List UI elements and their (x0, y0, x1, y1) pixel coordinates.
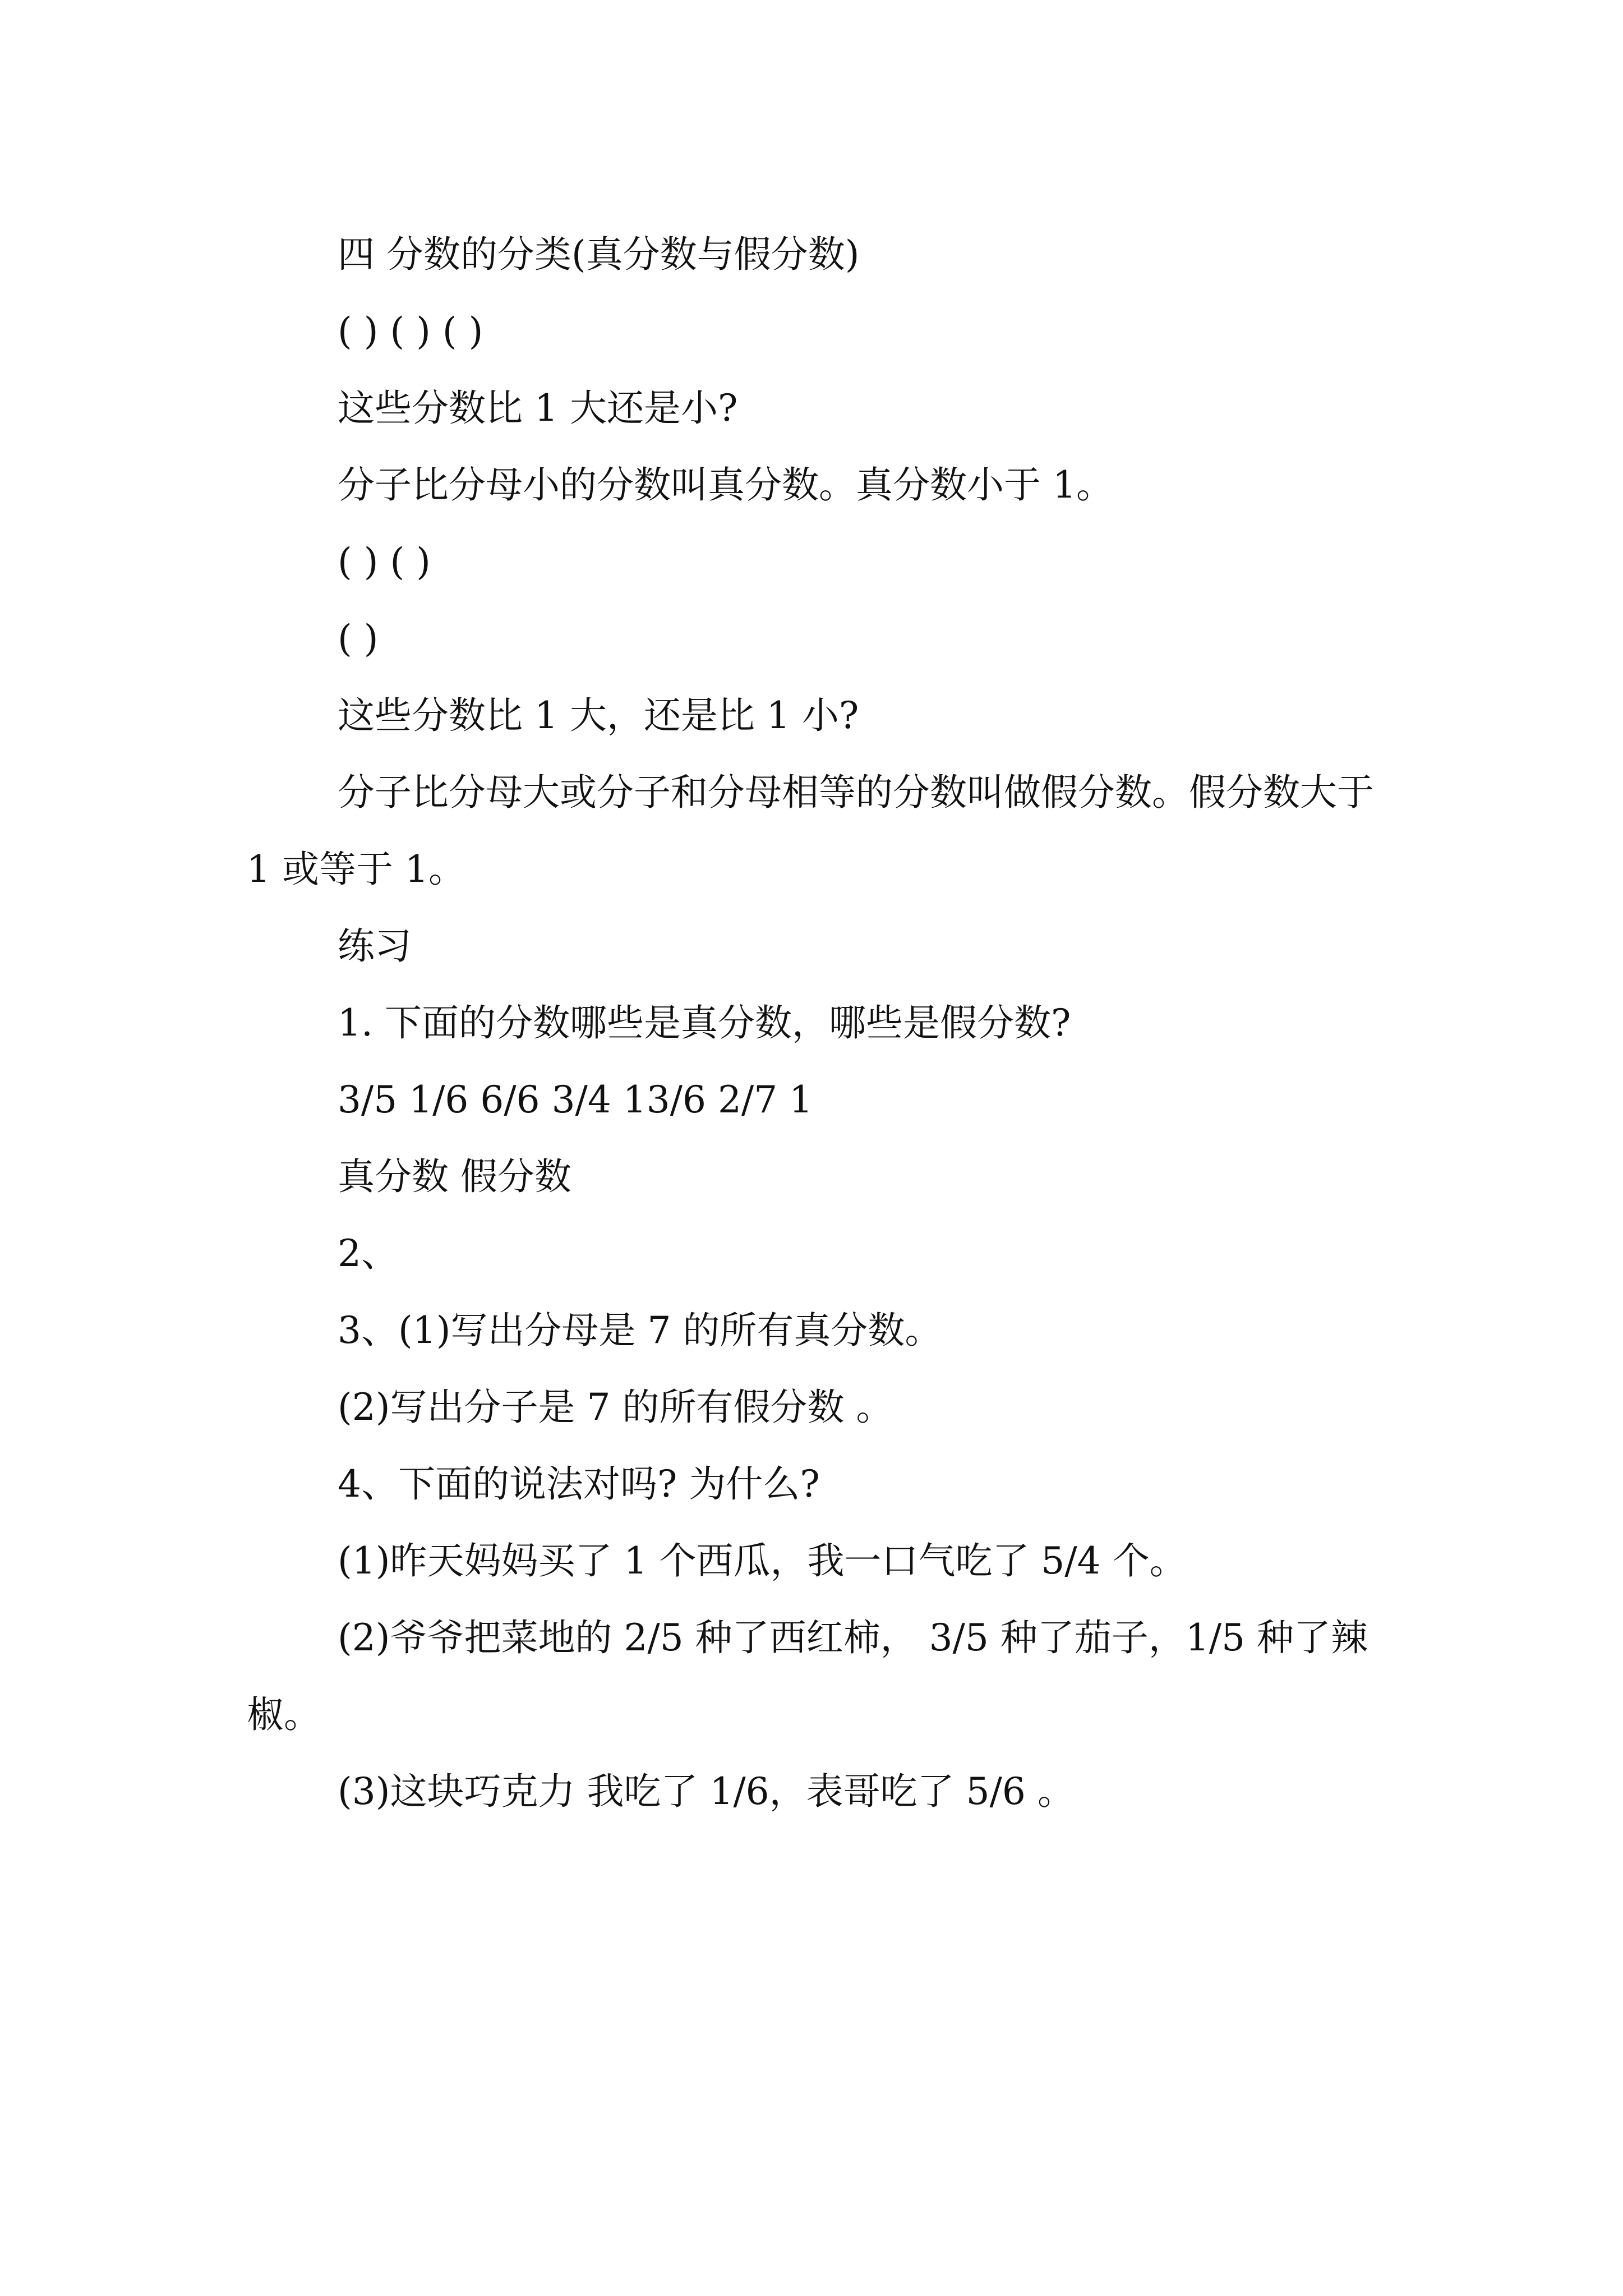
blank-brackets-row: ( ) (338, 617, 379, 660)
document-body (247, 216, 1385, 1830)
exercise-4-item-2: (2)爷爷把菜地的 2/5 种了西红柿， 3/5 种了茄子，1/5 种了辣椒。 (247, 1616, 1368, 1736)
exercise-3-part-2: (2)写出分子是 7 的所有假分数 。 (338, 1386, 893, 1429)
definition-proper-fraction: 分子比分母小的分数叫真分数。真分数小于 1。 (338, 463, 1113, 507)
exercise-heading: 练习 (338, 924, 412, 968)
exercise-1-prompt: 1. 下面的分数哪些是真分数，哪些是假分数? (338, 1001, 1071, 1045)
exercise-4-item-1: (1)昨天妈妈买了 1 个西瓜，我一口气吃了 5/4 个。 (338, 1539, 1187, 1582)
exercise-4-prompt: 4、下面的说法对吗? 为什么? (338, 1462, 820, 1506)
exercise-1-fractions: 3/5 1/6 6/6 3/4 13/6 2/7 1 (338, 1078, 813, 1121)
question-line: 这些分数比 1 大，还是比 1 小? (338, 694, 859, 737)
exercise-1-categories: 真分数 假分数 (338, 1155, 571, 1198)
question-line: 这些分数比 1 大还是小? (338, 386, 738, 430)
exercise-4-item-3: (3)这块巧克力 我吃了 1/6，表哥吃了 5/6 。 (338, 1770, 1075, 1813)
definition-improper-fraction: 分子比分母大或分子和分母相等的分数叫做假分数。假分数大于 1 或等于 1。 (247, 771, 1374, 891)
section-heading: 四 分数的分类(真分数与假分数) (338, 233, 860, 276)
blank-brackets-row: ( ) ( ) ( ) (338, 310, 483, 353)
exercise-2: 2、 (338, 1232, 398, 1275)
exercise-3-part-1: 3、(1)写出分母是 7 的所有真分数。 (338, 1309, 942, 1352)
blank-brackets-row: ( ) ( ) (338, 540, 431, 583)
